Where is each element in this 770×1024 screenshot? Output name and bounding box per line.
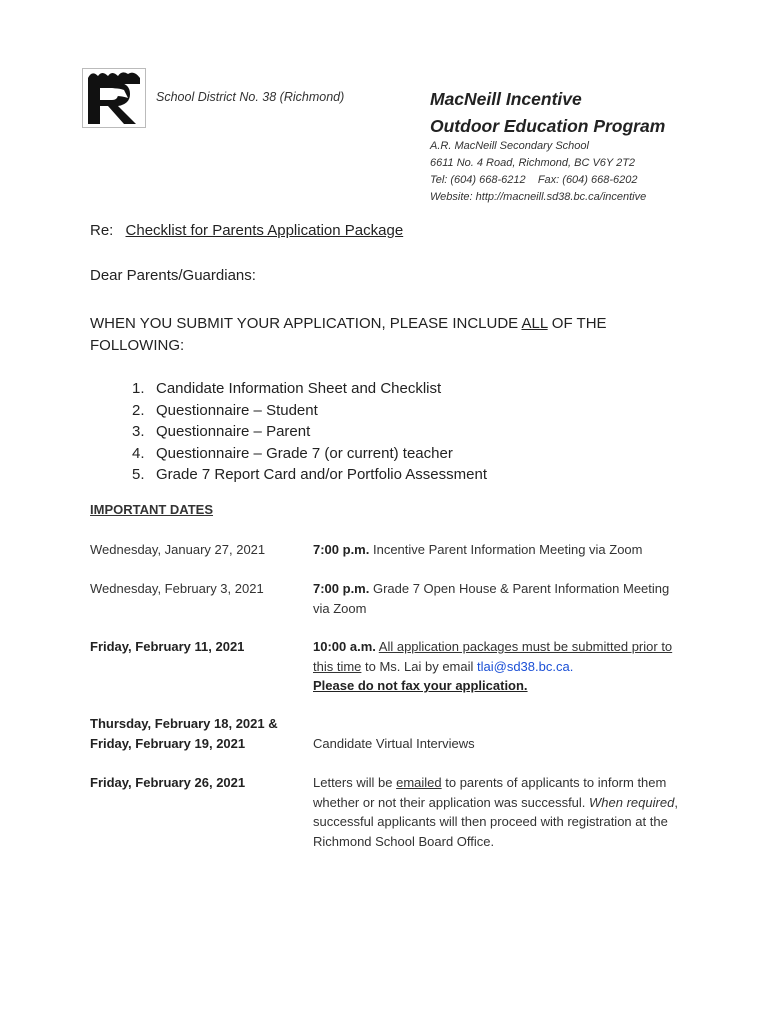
event-text-post: to parents of applicants to inform them whether or not their application was successful.: [313, 775, 670, 810]
phone-fax: Tel: (604) 668-6212 Fax: (604) 668-6202: [430, 174, 638, 186]
list-item-number: 2.: [132, 401, 145, 419]
program-title-line2: Outdoor Education Program: [430, 116, 666, 136]
list-item-number: 4.: [132, 444, 145, 462]
street-address: 6611 No. 4 Road, Richmond, BC V6Y 2T2: [430, 157, 636, 169]
event-text: Incentive Parent Information Meeting via Zoom: [369, 542, 643, 557]
school-district-logo: [82, 68, 146, 128]
list-item: [132, 443, 487, 465]
no-fax-note: Please do not fax your application.: [313, 678, 528, 693]
required-items-list: [132, 378, 487, 486]
event-time: 10:00 a.m.: [313, 639, 376, 654]
website: Website: http://macneill.sd38.bc.ca/incentive: [430, 191, 647, 203]
instruction: [90, 313, 630, 357]
date-line1: Thursday, February 18, 2021 &: [90, 716, 278, 731]
deadline-text: All application packages must be submitted prior to this time: [313, 639, 673, 674]
list-item-number: 5.: [132, 466, 145, 483]
event-text-end: , successful applicants will then proceed with registration at the Richmond School Board Office.: [313, 794, 678, 849]
list-item-text: Grade 7 Report Card and/or Portfolio Assessment: [156, 466, 487, 483]
list-item-text: Questionnaire – Grade 7 (or current) teacher: [156, 444, 453, 462]
district-name: School District No. 38 (Richmond): [156, 90, 345, 104]
program-title: [430, 86, 665, 140]
list-item-number: 1.: [132, 380, 145, 397]
list-item: [132, 378, 487, 400]
list-item: [132, 421, 487, 443]
date-feb-18-19: [90, 714, 278, 754]
date-line2: Friday, February 19, 2021: [90, 736, 246, 751]
event-text-pre: Letters will be: [313, 775, 397, 790]
date-feb-3: Wednesday, February 3, 2021: [90, 581, 264, 596]
event-time: 7:00 p.m.: [313, 542, 370, 557]
re-line: [90, 222, 403, 239]
list-item-number: 3.: [132, 423, 145, 440]
salutation: Dear Parents/Guardians:: [90, 267, 256, 284]
list-item: [132, 464, 487, 486]
event-text-italic: When required: [589, 794, 675, 810]
email-period: .: [569, 658, 574, 674]
list-item-text: Questionnaire – Student: [156, 401, 318, 419]
event-text: Grade 7 Open House & Parent Information Meeting via Zoom: [313, 581, 673, 616]
program-title-line1: MacNeill Incentive: [430, 89, 582, 109]
event-time: 7:00 p.m.: [313, 581, 370, 596]
email-link[interactable]: tlai@sd38.bc.ca: [477, 658, 570, 674]
event-interviews: Candidate Virtual Interviews: [313, 736, 475, 751]
list-item-text: Candidate Information Sheet and Checklist: [156, 380, 442, 397]
letter-subject: Checklist for Parents Application Package: [125, 222, 404, 239]
school-name: A.R. MacNeill Secondary School: [430, 140, 589, 152]
date-jan-27: Wednesday, January 27, 2021: [90, 542, 266, 557]
school-address-block: [430, 138, 646, 206]
instruction-post: OF THE FOLLOWING:: [90, 315, 611, 354]
list-item-text: Questionnaire – Parent: [156, 423, 311, 440]
re-label: Re:: [90, 222, 114, 239]
event-feb-3: [313, 579, 678, 618]
event-feb-26: [313, 773, 678, 851]
date-feb-26: Friday, February 26, 2021: [90, 775, 246, 790]
date-feb-11: Friday, February 11, 2021: [90, 639, 245, 654]
instruction-pre: WHEN YOU SUBMIT YOUR APPLICATION, PLEASE INCLUDE: [90, 315, 522, 332]
list-item: [132, 400, 487, 422]
event-text-emailed: emailed: [396, 775, 442, 790]
important-dates-heading: IMPORTANT DATES: [90, 502, 214, 517]
event-feb-11: [313, 637, 678, 696]
instruction-all: ALL: [521, 315, 548, 332]
event-text: to Ms. Lai by email: [361, 658, 478, 674]
event-jan-27: [313, 540, 678, 560]
